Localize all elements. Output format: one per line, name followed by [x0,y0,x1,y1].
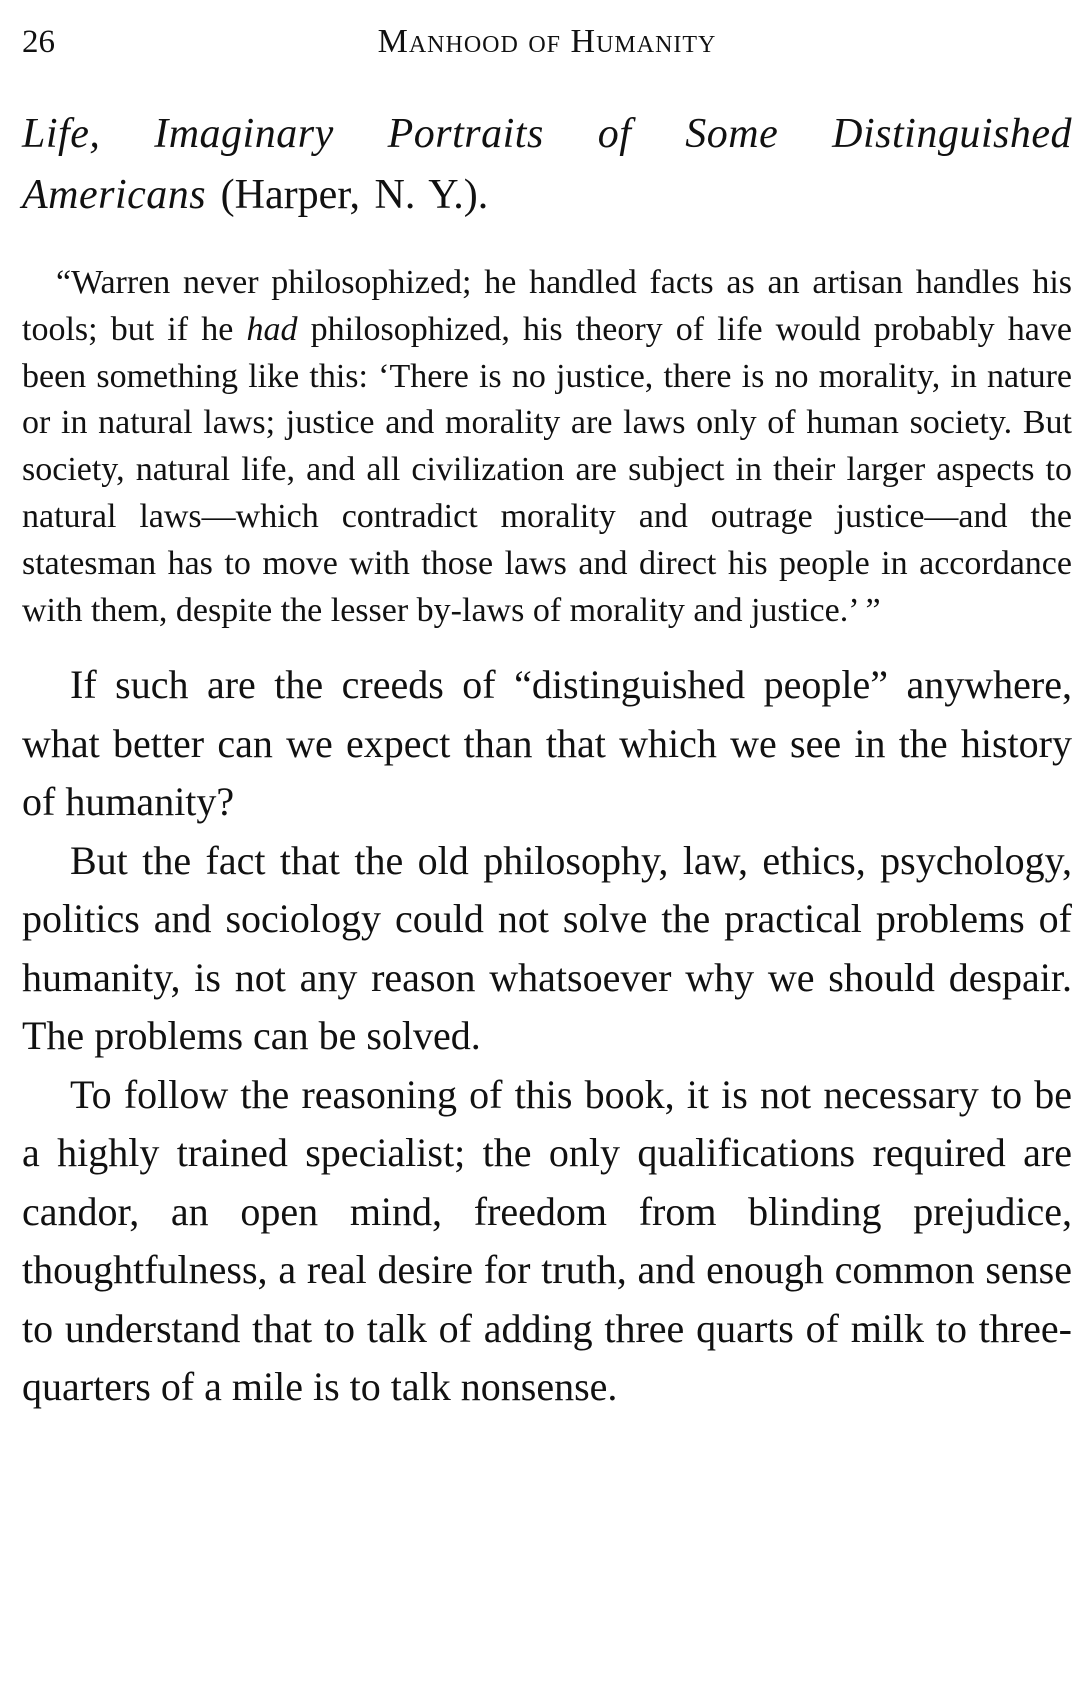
citation [22,104,1072,226]
paragraph-2: But the fact that the old philosophy, law, ethics, psychology, politics and sociology could not solve the practical problems of humanity, is not any reason whatsoever why we should despair. The problems can be solved. [22,837,1072,1059]
body-text [22,656,1072,1417]
paragraph-3: To follow the reasoning of this book, it is not necessary to be a highly trained specialist; the only qualifications required are candor, an open mind, freedom from blinding prejudice, thoughtfulness, a real desire for truth, and enough common sense to understand that to talk of adding three quarts of milk to three-quarters of a mile is to talk nonsense. [22,1071,1072,1410]
running-head: Manhood of Humanity [377,23,717,60]
quote-emphasis: had [246,310,298,348]
paragraph-1: If such are the creeds of “distinguished people” anywhere, what better can we expect than that which we see in the history of humanity? [22,662,1072,825]
quote-text-part2: philosophized, his theory of life would probably have been something like this: ‘There is no justice, there is no morality, in nature or in natural laws; justice and morality are laws only of human society. But society, natural life, and all civilization are subject in their larger aspects to natural laws—which contradict morality and outrage justice—and the statesman has to move with those laws and direct his people in accordance with them, despite the lesser by-laws of morality and justice.’ ” [22,310,1072,629]
page-number: 26 [22,24,55,60]
citation-publisher: (Harper, N. Y.). [206,172,489,218]
quote-paragraph [22,260,1072,634]
citation-title: Life, Imaginary Portraits of Some Distinguished Americans [22,111,1072,218]
block-quote [22,260,1072,634]
quote-text-part1: “Warren never philosophized; he handled facts as an artisan handles his tools; but if he [22,264,1072,348]
page-header [22,14,1072,70]
book-page [22,14,1072,1417]
